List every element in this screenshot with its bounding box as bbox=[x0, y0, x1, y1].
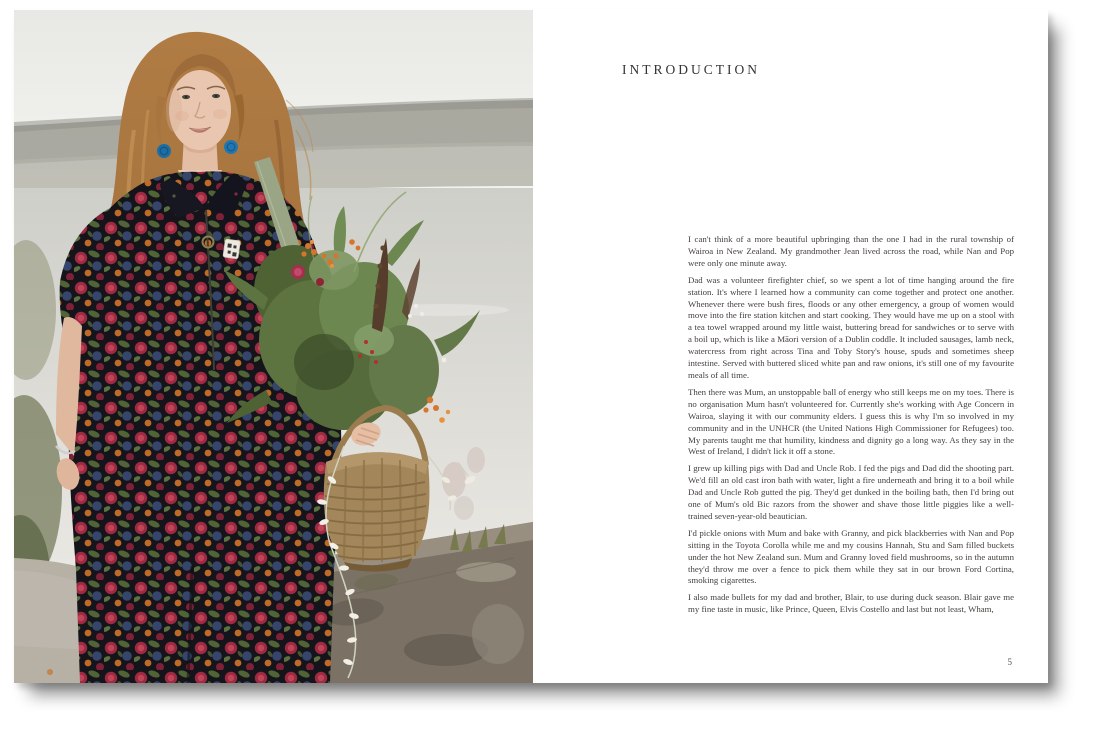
portrait-photo bbox=[14, 10, 533, 683]
book-spread bbox=[14, 10, 1048, 683]
intro-paragraph-3: Then there was Mum, an unstoppable ball of energy who still keeps me on my toes. There is no organisation Mum hasn't volunteered for. Currently she's working with Age Concern in Wairoa, slaying it with our community elders. I guess this is why I'm so involved in my community and in the UNHCR (the United Nations High Commissioner for Refugees) too. My parents taught me that humility, kindness and dignity go a long way. As they say in the West of Ireland, I didn't lick it off a stone. bbox=[688, 386, 1014, 457]
intro-paragraph-2: Dad was a volunteer firefighter chief, so we spent a lot of time hanging around the fire station. It's where I learned how a community can come together and protect one another. Whenever there were bush fires, floods or any other emergency, a group of women would move into the fire station kitchen and start cooking. They would have me up on a stool with a tea towel wrapped around my little waist, buttering bread for sandwiches or to serve with a boil up, which is like a Māori version of a Dublin coddle. It included sausages, lamb neck, watercress from right across Tina and Toby Story's house, spuds and sometimes sheep intestine. Served with buttered sliced white pan and raw onions, it's still one of my favourite meals of all time. bbox=[688, 274, 1014, 380]
page-number: 5 bbox=[1007, 657, 1012, 667]
badge-pin bbox=[223, 239, 240, 259]
body-text bbox=[688, 234, 1014, 616]
right-page bbox=[533, 10, 1048, 683]
intro-paragraph-5: I'd pickle onions with Mum and bake with Granny, and pick blackberries with Nan and Pop sitting in the Toyota Corolla while me and my cousins Hannah, Stu and Sam filled buckets under the hot New Zealand sun. Mum and Granny loved field mushrooms, so in the autumn they'd throw me over a fence to pick them while they sat in our brown Ford Cortina, smoking cigarettes. bbox=[688, 527, 1014, 586]
intro-paragraph-4: I grew up killing pigs with Dad and Uncle Rob. I fed the pigs and Dad did the shooting part. We'd fill an old cast iron bath with water, light a fire underneath and bring it to a boil while Dad and Uncle Rob gutted the pig. They'd get dunked in the boiling bath, then I'd bring out one of Mum's old Bic razors from the shower and shave those little piggies like a well-trained seven-year-old beautician. bbox=[688, 463, 1014, 521]
chapter-title: INTRODUCTION bbox=[622, 62, 760, 77]
intro-paragraph-6: I also made bullets for my dad and brother, Blair, to use during duck season. Blair gave me my fine taste in music, like Prince, Queen, Elvis Costello and last but not least, Wham, bbox=[688, 592, 1014, 615]
intro-paragraph-1: I can't think of a more beautiful upbringing than the one I had in the rural township of Wairoa in New Zealand. My grandmother Jean lived across the road, while Nan and Pop were only one minute away. bbox=[688, 234, 1014, 268]
left-page bbox=[14, 10, 533, 683]
portrait-photo-illustration bbox=[14, 10, 533, 683]
